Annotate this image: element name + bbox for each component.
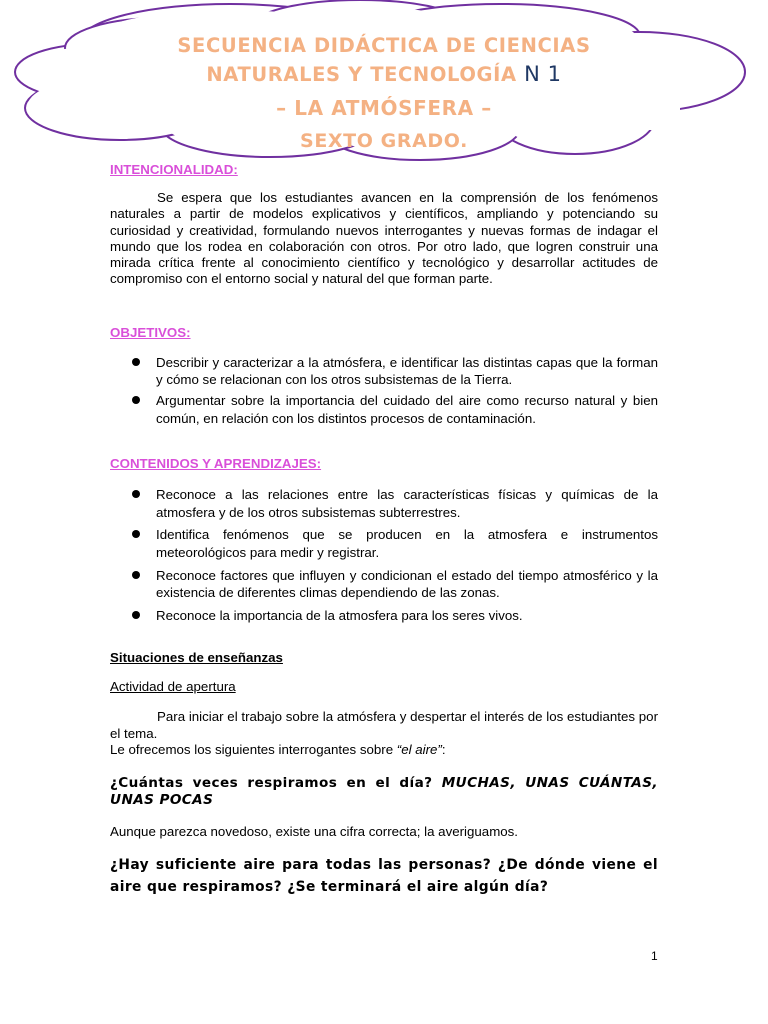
heading-situaciones: Situaciones de enseñanzas — [110, 650, 283, 666]
activity-title: Actividad de apertura — [110, 679, 236, 695]
intencionalidad-paragraph: Se espera que los estudiantes avancen en la comprensión de los fenómenos naturales a partir de modelos explicativos y científicos, ampliando y potenciando su curiosidad y creatividad, formulando nuevos interrogantes y nuevas formas de indagar el mundo que los rodea en colaboración con otros. Por otro lado, que logren construir una mirada crítica frente al conocimiento científico y tecnológico y desarrollar actitudes de compromiso con el entorno social y natural del que forman parte. — [110, 190, 658, 287]
list-item — [110, 567, 658, 602]
bullet-icon — [132, 530, 140, 538]
list-item — [110, 354, 658, 389]
list-item — [110, 392, 658, 427]
question-1 — [110, 775, 658, 809]
intro2-suffix: : — [441, 741, 446, 757]
bullet-icon — [132, 396, 140, 404]
heading-contenidos: CONTENIDOS Y APRENDIZAJES: — [110, 456, 322, 472]
intro2-prefix: Le ofrecemos los siguientes interrogantes sobre — [110, 741, 397, 757]
objetivos-list — [110, 354, 658, 427]
objetivo-text: Describir y caracterizar a la atmósfera, e identificar las distintas capas que la forman y cómo se relacionan con los otros subsistemas de la Tierra. — [156, 354, 658, 388]
question-2: ¿Hay suficiente aire para todas las personas? ¿De dónde viene el aire que respiramos? ¿Se terminará el aire algún día? — [110, 856, 658, 895]
heading-objetivos: OBJETIVOS: — [110, 324, 191, 340]
title-number: N 1 — [524, 62, 562, 86]
heading-intencionalidad: INTENCIONALIDAD: — [110, 162, 238, 177]
list-item — [110, 526, 658, 561]
page-number: 1 — [651, 949, 658, 963]
intro-paragraph: Para iniciar el trabajo sobre la atmósfera y despertar el interés de los estudiantes por el tema. — [110, 709, 658, 741]
contenidos-list — [110, 486, 658, 624]
contenido-text: Reconoce factores que influyen y condicionan el estado del tiempo atmosférico y la existencia de diferentes climas dependiendo de las zonas. — [156, 567, 658, 601]
title-line-2 — [100, 60, 668, 89]
bullet-icon — [132, 611, 140, 619]
contenido-text: Reconoce a las relaciones entre las características físicas y químicas de la atmosfera y de los otros subsistemas subterrestres. — [156, 487, 658, 520]
document-title — [100, 32, 668, 156]
bullet-icon — [132, 571, 140, 579]
objetivo-text: Argumentar sobre la importancia del cuidado del aire como recurso natural y bien común, en relación con los distintos procesos de contaminación. — [156, 392, 658, 426]
note-paragraph: Aunque parezca novedoso, existe una cifra correcta; la averiguamos. — [110, 824, 519, 840]
list-item — [110, 607, 658, 625]
question-1-options: MUCHAS, UNAS CUÁNTAS, UNAS POCAS — [110, 775, 658, 809]
bullet-icon — [132, 358, 140, 366]
contenido-text: Reconoce la importancia de la atmosfera para los seres vivos. — [156, 607, 523, 623]
question-1-text: ¿Cuántas veces respiramos en el día? — [110, 775, 433, 792]
list-item — [110, 486, 658, 521]
document-body — [110, 162, 658, 898]
intro-line-2 — [110, 742, 658, 758]
intro2-emphasis: “el aire” — [396, 741, 442, 757]
bullet-icon — [132, 490, 140, 498]
contenido-text: Identifica fenómenos que se producen en la atmosfera e instrumentos meteorológicos para medir y registrar. — [156, 527, 658, 560]
title-subtitle: – LA ATMÓSFERA – — [276, 96, 492, 120]
title-grade: SEXTO GRADO. — [300, 130, 468, 152]
title-line-2-text: NATURALES Y TECNOLOGÍA — [206, 63, 517, 86]
title-line-1: SECUENCIA DIDÁCTICA DE CIENCIAS — [177, 34, 591, 57]
